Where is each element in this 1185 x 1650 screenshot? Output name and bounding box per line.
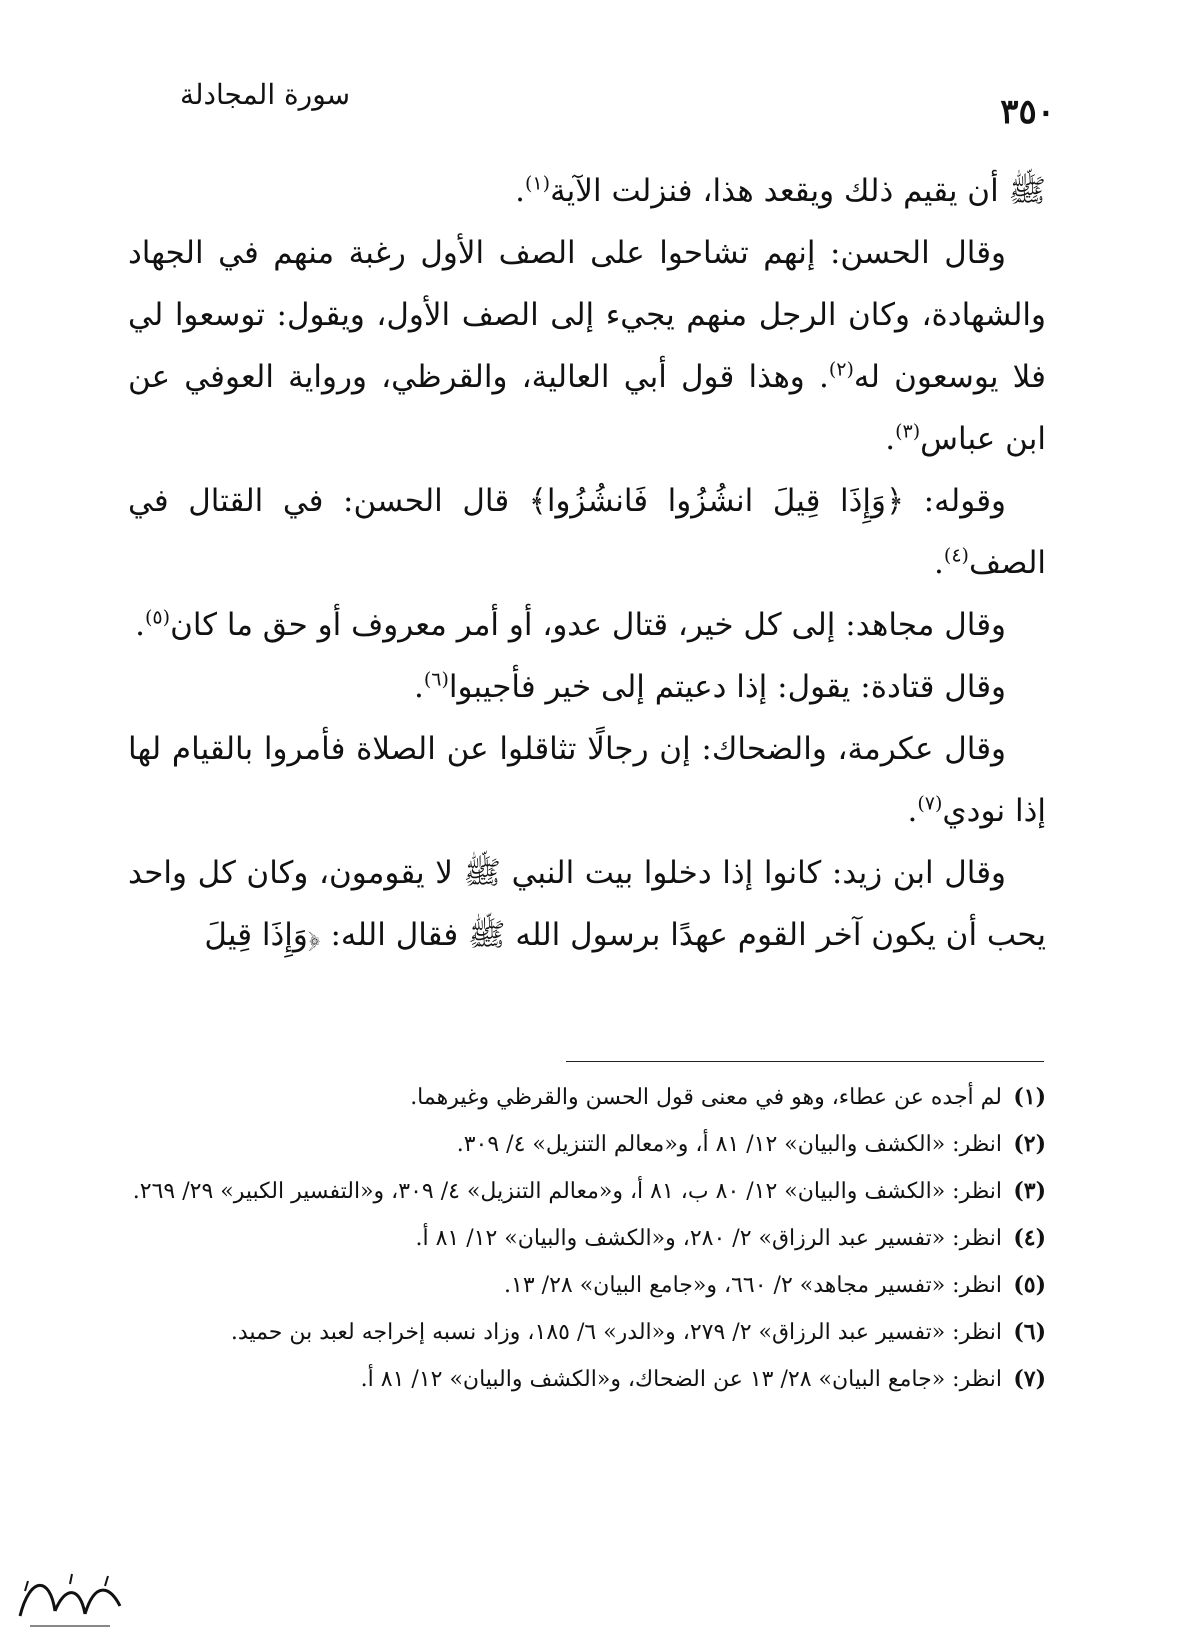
footnote [120, 1356, 1046, 1403]
period: . [413, 669, 424, 705]
footnotes [120, 1074, 1046, 1403]
footnote [120, 1215, 1046, 1262]
footnote-number: (٧) [1013, 1366, 1046, 1392]
period: . [934, 545, 944, 581]
paragraph-5 [128, 656, 1046, 718]
footnote-ref: (٢) [828, 358, 854, 381]
period: . [515, 173, 525, 209]
footnote [120, 1074, 1046, 1121]
footnote-text: انظر: «تفسير مجاهد» ٢/ ٦٦٠، و«جامع البيان» ٢٨/ ١٣. [504, 1273, 1002, 1298]
paragraph-text: وقال قتادة: يقول: إذا دعيتم إلى خير فأجيبوا [448, 669, 1006, 705]
footnote-number: (٥) [1013, 1272, 1046, 1298]
period: . [907, 793, 918, 829]
footnote-number: (٤) [1013, 1225, 1046, 1251]
footnote-text: انظر: «تفسير عبد الرزاق» ٢/ ٢٧٩، و«الدر» ٦/ ١٨٥، وزاد نسبه إخراجه لعبد بن حميد. [230, 1320, 1002, 1345]
paragraph-3 [128, 470, 1046, 594]
footnote-number: (٢) [1013, 1131, 1046, 1157]
footnote-ref: (٥) [145, 606, 171, 629]
paragraph-4 [128, 594, 1046, 656]
footnote-text: انظر: «الكشف والبيان» ١٢/ ٨٠ ب، ٨١ أ، و«معالم التنزيل» ٤/ ٣٠٩، و«التفسير الكبير» ٢٩/ ٢٦٩. [132, 1179, 1002, 1204]
paragraph-text: وقال ابن زيد: كانوا إذا دخلوا بيت النبي ﷺ لا يقومون، وكان كل واحد يحب أن يكون آخر القوم عهدًا برسول الله ﷺ فقال الله: ﴿وَإِذَا قِيلَ [128, 855, 1046, 953]
paragraph-text-continued: . وهذا قول أبي العالية، والقرظي، ورواية العوفي عن ابن عباس [128, 359, 1046, 457]
footnote-ref: (٣) [895, 420, 921, 443]
paragraph-2 [128, 222, 1046, 470]
footnote-number: (٣) [1013, 1178, 1046, 1204]
footnote [120, 1168, 1046, 1215]
paragraph-7 [128, 842, 1046, 966]
main-text [128, 160, 1046, 966]
paragraph-text: وقال الحسن: إنهم تشاحوا على الصف الأول رغبة منهم في الجهاد والشهادة، وكان الرجل منهم يجيء إلى الصف الأول، ويقول: توسعوا لي فلا يوسعون له [128, 235, 1046, 395]
paragraph-text: وقال عكرمة، والضحاك: إن رجالًا تثاقلوا عن الصلاة فأمروا بالقيام لها إذا نودي [128, 731, 1046, 829]
footnote-ref: (٦) [423, 668, 449, 691]
footnote [120, 1262, 1046, 1309]
footnote-ref: (٧) [917, 792, 943, 815]
paragraph-text: وقوله: ﴿وَإِذَا قِيلَ انشُزُوا فَانشُزُوا﴾ قال الحسن: في القتال في الصف [128, 483, 1046, 581]
footnote-separator [566, 1061, 1044, 1062]
footnote [120, 1121, 1046, 1168]
surah-title: سورة المجادلة [180, 78, 351, 111]
footnote-text: انظر: «جامع البيان» ٢٨/ ١٣ عن الضحاك، و«الكشف والبيان» ١٢/ ٨١ أ. [360, 1367, 1002, 1392]
footnote-ref: (٤) [943, 544, 969, 567]
period: . [885, 421, 896, 457]
page-number: ٣٥٠ [1000, 92, 1055, 132]
footnote-number: (٦) [1013, 1319, 1046, 1345]
paragraph-text: ﷺ أن يقيم ذلك ويقعد هذا، فنزلت الآية [550, 173, 1046, 209]
footnote-text: لم أجده عن عطاء، وهو في معنى قول الحسن والقرظي وغيرهما. [410, 1085, 1002, 1110]
footnote-text: انظر: «تفسير عبد الرزاق» ٢/ ٢٨٠، و«الكشف والبيان» ١٢/ ٨١ أ. [415, 1226, 1002, 1251]
publisher-logo [10, 1556, 130, 1636]
footnote-number: (١) [1013, 1084, 1046, 1110]
paragraph-1 [128, 160, 1046, 222]
footnote-ref: (١) [525, 172, 551, 195]
paragraph-text: وقال مجاهد: إلى كل خير، قتال عدو، أو أمر معروف أو حق ما كان [170, 607, 1006, 643]
footnote [120, 1309, 1046, 1356]
footnote-text: انظر: «الكشف والبيان» ١٢/ ٨١ أ، و«معالم التنزيل» ٤/ ٣٠٩. [456, 1132, 1002, 1157]
paragraph-6 [128, 718, 1046, 842]
period: . [135, 607, 145, 643]
